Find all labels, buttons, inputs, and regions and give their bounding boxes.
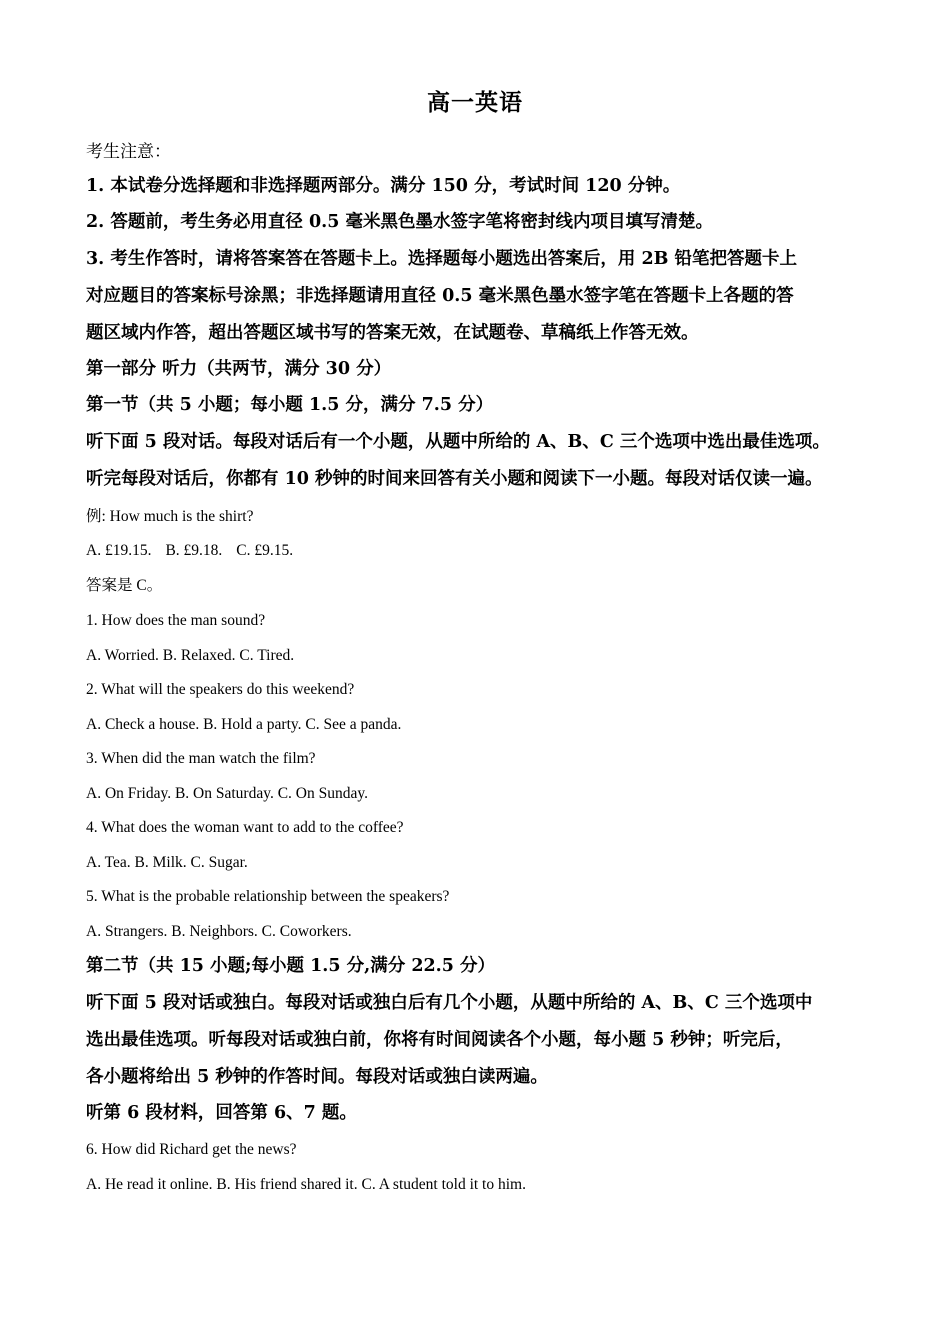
part1-heading: 第一部分 听力（共两节，满分 30 分） xyxy=(86,359,392,379)
notice-item-1: 1. 本试卷分选择题和非选择题两部分。满分 150 分，考试时间 120 分钟。 xyxy=(86,176,681,196)
notice-heading: 考生注意： xyxy=(86,142,171,162)
question-4: 4. What does the woman want to add to the coffee? xyxy=(86,819,404,836)
example-option-a: A. £19.15. xyxy=(86,542,152,559)
material-6-heading: 听第 6 段材料，回答第 6、7 题。 xyxy=(86,1103,357,1123)
example-option-c: C. £9.15. xyxy=(236,542,294,559)
question-2: 2. What will the speakers do this weekend? xyxy=(86,681,355,698)
example-question: 例: How much is the shirt? xyxy=(86,508,254,525)
section1-instruction-1: 听下面 5 段对话。每段对话后有一个小题，从题中所给的 A、B、C 三个选项中选出最佳选项。 xyxy=(86,432,830,452)
example-answer: 答案是 C。 xyxy=(86,577,163,594)
question-6-options: A. He read it online. B. His friend shared it. C. A student told it to him. xyxy=(86,1176,526,1193)
question-6: 6. How did Richard get the news? xyxy=(86,1141,297,1158)
example-options xyxy=(86,543,293,559)
section2-instruction-1: 听下面 5 段对话或独白。每段对话或独白后有几个小题，从题中所给的 A、B、C 三个选项中 xyxy=(86,993,813,1013)
question-1: 1. How does the man sound? xyxy=(86,612,266,629)
question-5: 5. What is the probable relationship between the speakers? xyxy=(86,888,450,905)
section2-heading: 第二节（共 15 小题;每小题 1.5 分,满分 22.5 分） xyxy=(86,956,496,976)
question-2-options: A. Check a house. B. Hold a party. C. See a panda. xyxy=(86,716,402,733)
section1-heading: 第一节（共 5 小题；每小题 1.5 分，满分 7.5 分） xyxy=(86,395,494,415)
question-1-options: A. Worried. B. Relaxed. C. Tired. xyxy=(86,647,295,664)
notice-item-3: 3. 考生作答时，请将答案答在答题卡上。选择题每小题选出答案后，用 2B 铅笔把答题卡上 xyxy=(86,249,798,269)
section2-instruction-2: 选出最佳选项。听每段对话或独白前，你将有时间阅读各个小题，每小题 5 秒钟；听完后， xyxy=(86,1030,793,1050)
notice-item-3-cont1: 对应题目的答案标号涂黑；非选择题请用直径 0.5 毫米黑色墨水签字笔在答题卡上各题的答 xyxy=(86,286,794,306)
page-title: 高一英语 xyxy=(427,89,523,116)
section1-instruction-2: 听完每段对话后，你都有 10 秒钟的时间来回答有关小题和阅读下一小题。每段对话仅读一遍。 xyxy=(86,469,823,489)
example-option-b: B. £9.18. xyxy=(165,542,223,559)
question-3: 3. When did the man watch the film? xyxy=(86,750,316,767)
notice-item-2: 2. 答题前，考生务必用直径 0.5 毫米黑色墨水签字笔将密封线内项目填写清楚。 xyxy=(86,212,713,232)
question-3-options: A. On Friday. B. On Saturday. C. On Sunday. xyxy=(86,785,368,802)
section2-instruction-3: 各小题将给出 5 秒钟的作答时间。每段对话或独白读两遍。 xyxy=(86,1067,548,1087)
question-5-options: A. Strangers. B. Neighbors. C. Coworkers. xyxy=(86,923,352,940)
question-4-options: A. Tea. B. Milk. C. Sugar. xyxy=(86,854,248,871)
notice-item-3-cont2: 题区域内作答，超出答题区域书写的答案无效，在试题卷、草稿纸上作答无效。 xyxy=(86,323,699,343)
